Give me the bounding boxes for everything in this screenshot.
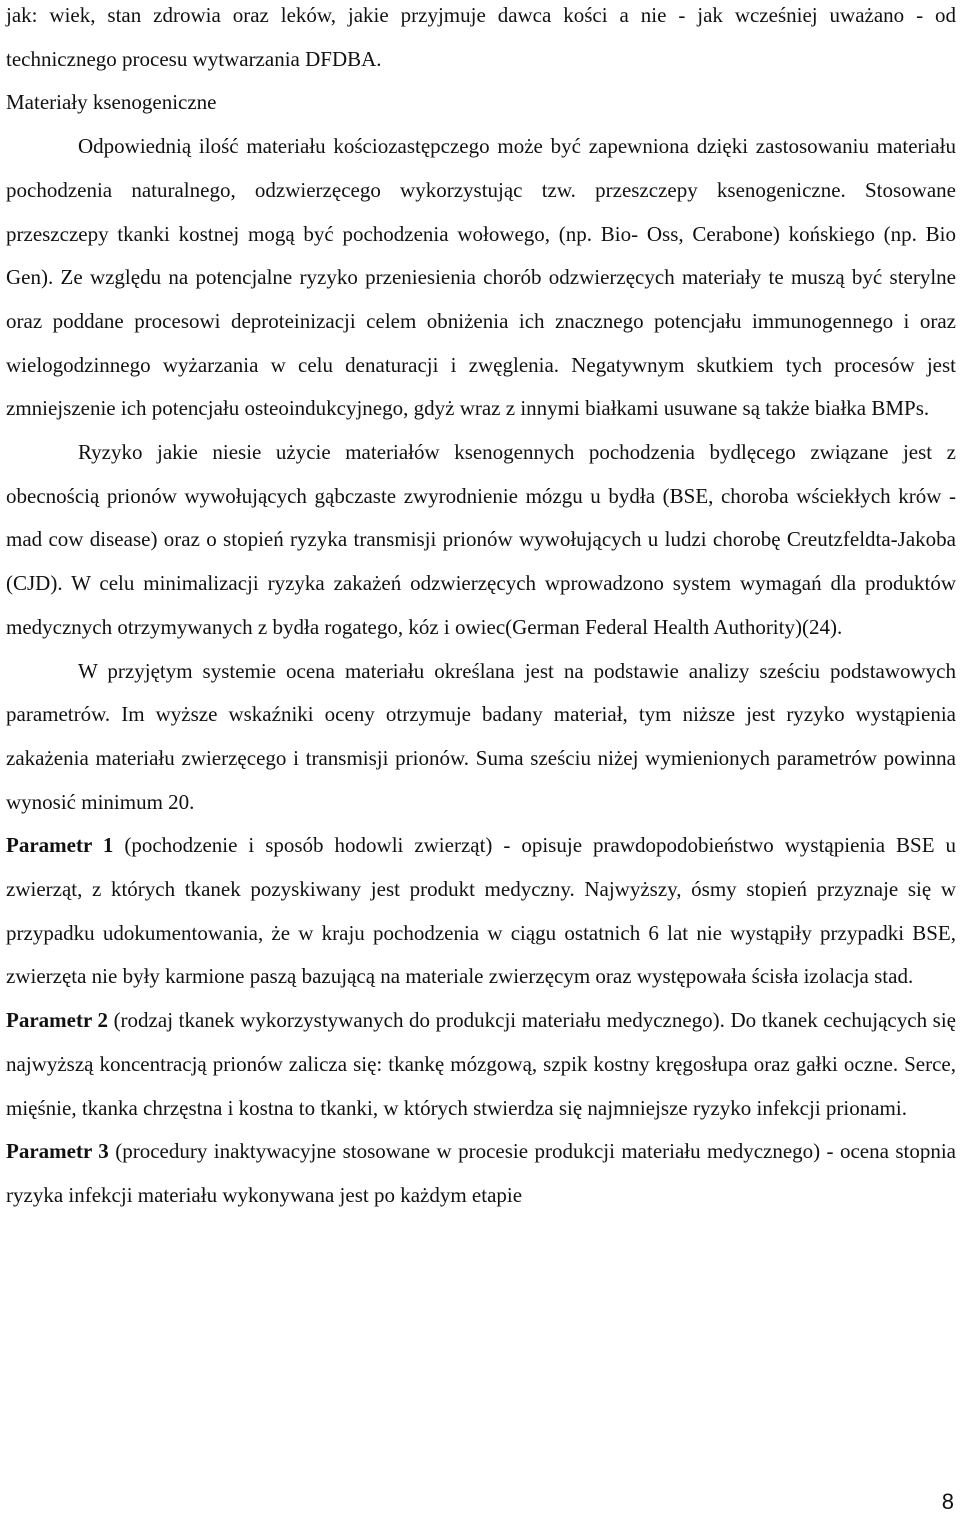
paragraph-3: Ryzyko jakie niesie użycie materiałów ksenogennych pochodzenia bydlęcego związane jest z obecnością prionów wywołujących gąbczaste zwyrodnienie mózgu u bydła (BSE, choroba wściekłych krów - mad cow disease) oraz o stopień ryzyka transmisji prionów wywołujących u ludzi chorobę Creutzfeldta-Jakoba (CJD). W celu minimalizacji ryzyka zakażeń odzwierzęcych wprowadzono system wymagań dla produktów medycznych otrzymywanych z bydła rogatego, kóz i owiec(German Federal Health Authority)(24). [6,440,956,639]
paragraph-4: W przyjętym systemie ocena materiału określana jest na podstawie analizy sześciu podstawowych parametrów. Im wyższe wskaźniki oceny otrzymuje badany materiał, tym niższe jest ryzyko wystąpienia zakażenia materiału zwierzęcego i transmisji prionów. Suma sześciu niżej wymienionych parametrów powinna wynosić minimum 20. [6,658,956,814]
paragraph-2: Odpowiednią ilość materiału kościozastępczego może być zapewniona dzięki zastosowaniu materiału pochodzenia naturalnego, odzwierzęcego wykorzystując tzw. przeszczepy ksenogeniczne. Stosowane przeszczepy tkanki kostnej mogą być pochodzenia wołowego, (np. Bio- Oss, Cerabone) końskiego (np. Bio Gen). Ze względu na potencjalne ryzyko przeniesienia chorób odzwierzęcych materiały te muszą być sterylne oraz poddane procesowi deproteinizacji celem obniżenia ich znacznego potencjału immunogennego i oraz wielogodzinnego wyżarzania w celu denaturacji i zwęglenia. Negatywnym skutkiem tych procesów jest zmniejszenie ich potencjału osteoindukcyjnego, gdyż wraz z innymi białkami usuwane są także białka BMPs. [6,134,956,421]
parameter-3-text: (procedury inaktywacyjne stosowane w procesie produkcji materiału medycznego) - ocena stopnia ryzyka infekcji materiału wykonywana jest po każdym etapie [6,1139,956,1207]
paragraph-1: jak: wiek, stan zdrowia oraz leków, jakie przyjmuje dawca kości a nie - jak wcześniej uważano - od technicznego procesu wytwarzania DFDBA. [6,3,956,71]
body-text [6,0,956,1218]
section-heading: Materiały ksenogeniczne [6,90,217,115]
parameter-1-text: (pochodzenie i sposób hodowli zwierząt) - opisuje prawdopodobieństwo wystąpienia BSE u zwierząt, z których tkanek pozyskiwany jest produkt medyczny. Najwyższy, ósmy stopień przyznaje się w przypadku udokumentowania, że w kraju pochodzenia w ciągu ostatnich 6 lat nie wystąpiły przypadki BSE, zwierzęta nie były karmione paszą bazującą na materiale zwierzęcym oraz występowała ścisła izolacja stad. [6,833,956,989]
parameter-2-text: (rodzaj tkanek wykorzystywanych do produkcji materiału medycznego). Do tkanek cechujących się najwyższą koncentracją prionów zalicza się: tkankę mózgową, szpik kostny kręgosłupa oraz gałki oczne. Serce, mięśnie, tkanka chrzęstna i kostna to tkanki, w których stwierdza się najmniejsze ryzyko infekcji prionami. [6,1008,956,1120]
page-number: 8 [941,1489,954,1514]
parameter-1-paragraph [6,824,956,999]
parameter-1-label: Parametr 1 [6,833,114,858]
parameter-2-label: Parametr 2 [6,1008,108,1033]
parameter-3-paragraph [6,1130,956,1217]
parameter-3-label: Parametr 3 [6,1139,109,1164]
parameter-2-paragraph [6,999,956,1130]
